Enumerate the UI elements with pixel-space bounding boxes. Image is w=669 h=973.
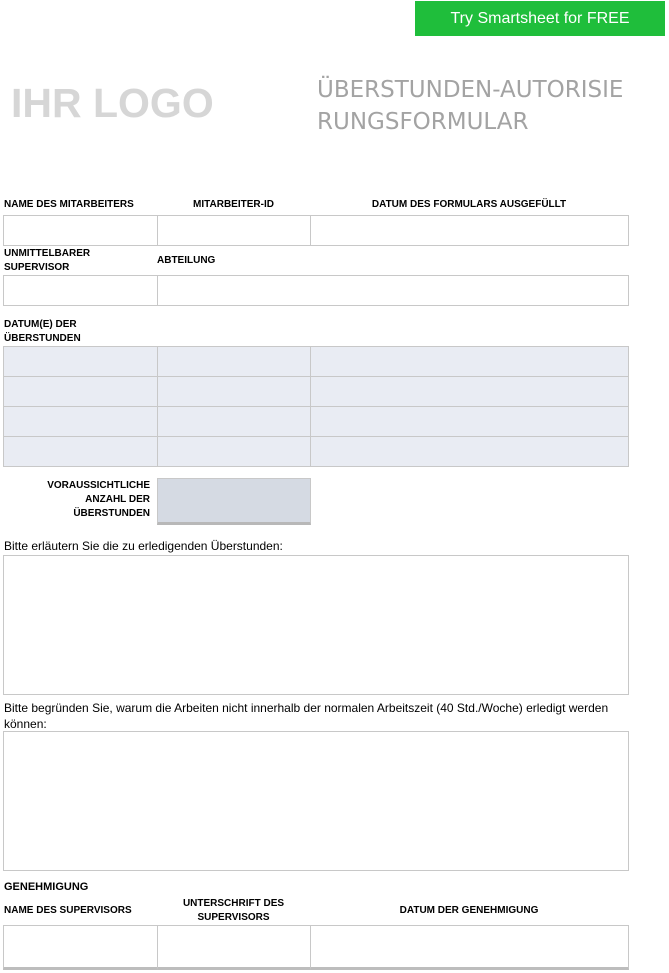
department-label: ABTEILUNG (157, 255, 216, 266)
approval-heading: GENEHMIGUNG (4, 881, 89, 893)
employee-name-field[interactable] (3, 215, 158, 246)
overtime-date-cell[interactable] (3, 346, 158, 377)
date-filled-field[interactable] (310, 215, 629, 246)
supervisor-label-line1: UNMITTELBARER (4, 248, 91, 259)
logo-placeholder: IHR LOGO (11, 80, 214, 126)
overtime-dates-label (4, 318, 81, 346)
overtime-date-cell[interactable] (157, 436, 311, 467)
overtime-date-cell[interactable] (3, 436, 158, 467)
approval-date-field[interactable] (310, 925, 629, 970)
supervisor-field[interactable] (3, 275, 158, 306)
supervisor-signature-label (157, 897, 310, 925)
employee-id-label: MITARBEITER-ID (193, 199, 274, 210)
supervisor-label-line2: SUPERVISOR (4, 262, 70, 273)
justify-prompt: Bitte begründen Sie, warum die Arbeiten nicht innerhalb der normalen Arbeitszeit (40 Std./Woche) erledigt werden können: (4, 701, 609, 731)
form-title: ÜBERSTUNDEN-AUTORISIERUNGSFORMULAR (317, 77, 624, 135)
signature-label-line2: SUPERVISORS (197, 912, 270, 923)
employee-name-label: NAME DES MITARBEITERS (4, 199, 134, 210)
overtime-date-cell[interactable] (157, 346, 311, 377)
supervisor-label (4, 247, 90, 275)
supervisor-signature-field[interactable] (157, 925, 311, 970)
expected-hours-label (4, 479, 150, 521)
expected-hours-field[interactable] (157, 478, 311, 525)
overtime-dates-label-line1: DATUM(E) DER (4, 319, 77, 330)
supervisor-name-label: NAME DES SUPERVISORS (4, 905, 132, 916)
overtime-date-cell[interactable] (3, 406, 158, 437)
overtime-dates-label-line2: ÜBERSTUNDEN (4, 333, 81, 344)
expected-hours-label-line1: VORAUSSICHTLICHE (47, 480, 150, 491)
date-filled-label: DATUM DES FORMULARS AUSGEFÜLLT (371, 199, 567, 210)
expected-hours-label-line3: ÜBERSTUNDEN (73, 508, 150, 519)
overtime-date-cell[interactable] (310, 376, 629, 407)
department-field[interactable] (157, 275, 629, 306)
justify-textarea[interactable] (3, 731, 629, 871)
explain-prompt: Bitte erläutern Sie die zu erledigenden Überstunden: (4, 539, 283, 553)
overtime-date-cell[interactable] (310, 406, 629, 437)
overtime-date-cell[interactable] (157, 406, 311, 437)
explain-textarea[interactable] (3, 555, 629, 695)
try-smartsheet-button[interactable]: Try Smartsheet for FREE (415, 1, 665, 36)
employee-id-field[interactable] (157, 215, 311, 246)
overtime-date-cell[interactable] (310, 346, 629, 377)
overtime-date-cell[interactable] (310, 436, 629, 467)
signature-label-line1: UNTERSCHRIFT DES (182, 898, 285, 909)
supervisor-name-field[interactable] (3, 925, 158, 970)
overtime-date-cell[interactable] (157, 376, 311, 407)
approval-date-label: DATUM DER GENEHMIGUNG (399, 905, 539, 916)
expected-hours-label-line2: ANZAHL DER (85, 494, 150, 505)
overtime-date-cell[interactable] (3, 376, 158, 407)
